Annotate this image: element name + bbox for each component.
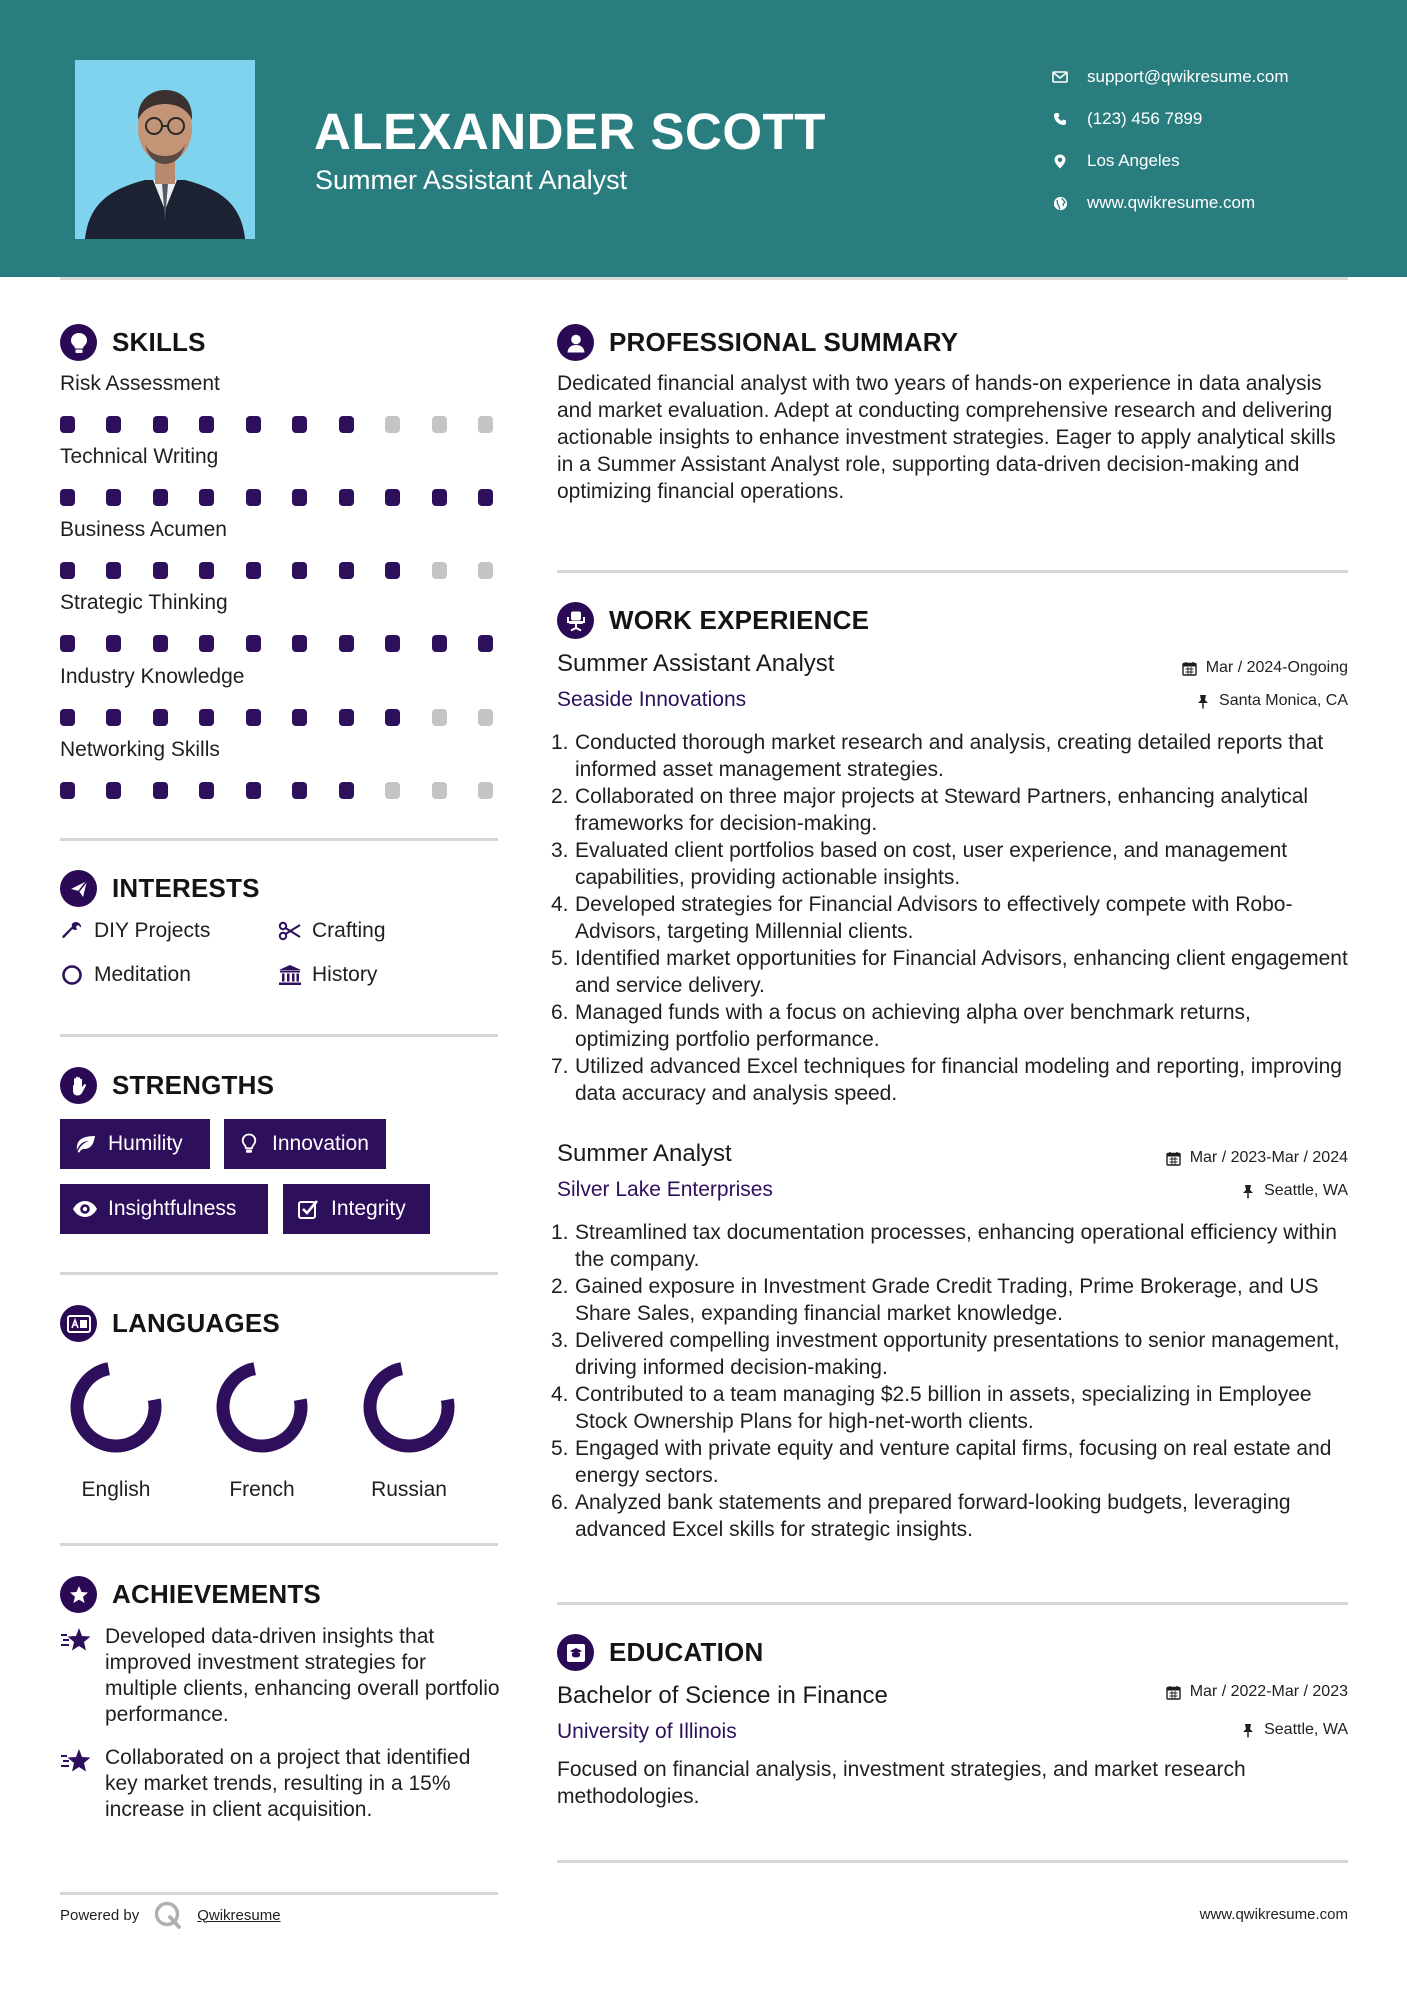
language-progress-ring: [213, 1358, 311, 1456]
skill-dot-filled: [60, 709, 75, 726]
pushpin-icon: [1240, 1722, 1256, 1738]
phone-icon: [1050, 109, 1070, 129]
skill-dot-filled: [199, 782, 214, 799]
lightbulb-icon: [60, 324, 97, 361]
experience-title: WORK EXPERIENCE: [609, 605, 870, 635]
skill-dot-filled: [153, 416, 168, 433]
skill-dot-filled: [339, 416, 354, 433]
language-name: Russian: [371, 1478, 447, 1501]
section-divider: [557, 570, 1348, 573]
star-badge-icon: [60, 1576, 97, 1613]
section-divider: [60, 1543, 498, 1546]
job-date: [1166, 1149, 1348, 1167]
lightbulb-icon: [236, 1131, 262, 1157]
skill-dot-filled: [292, 635, 307, 652]
strength-text: Integrity: [331, 1197, 406, 1220]
education-date-text: Mar / 2022-Mar / 2023: [1189, 1683, 1348, 1700]
achievement-item: [60, 1624, 500, 1728]
contact-list: [1050, 56, 1390, 224]
skill-dot-empty: [478, 416, 493, 433]
skill-dot-empty: [432, 562, 447, 579]
powered-by-label: Powered by: [60, 1906, 140, 1924]
skill-dot-filled: [153, 782, 168, 799]
skill-dot-filled: [246, 635, 261, 652]
skill-dot-empty: [432, 416, 447, 433]
candidate-name: ALEXANDER SCOTT: [314, 103, 826, 160]
skill-dot-empty: [478, 562, 493, 579]
skill-dot-filled: [106, 416, 121, 433]
skill-dot-filled: [106, 562, 121, 579]
skill-dot-empty: [478, 709, 493, 726]
job-company: Silver Lake Enterprises: [557, 1178, 773, 1201]
skill-dot-filled: [153, 562, 168, 579]
footer-powered-by: [60, 1900, 281, 1930]
skill-item: [60, 738, 500, 802]
summary-text: Dedicated financial analyst with two years of hands-on experience in data analysis and market evaluation. Adept at conducting comprehensive research and delivering actionable insights to enhance investment strategies. Eager to apply analytical skills in a Summer Assistant Analyst role, supporting data-driven decision-making and optimizing financial operations.: [557, 372, 1336, 503]
museum-icon: [278, 963, 302, 987]
language-item: [192, 1358, 332, 1502]
section-divider: [60, 1272, 498, 1275]
skill-dot-empty: [385, 782, 400, 799]
job-bullet: 1. Streamlined tax documentation processes, enhancing operational efficiency within the company.: [551, 1221, 1337, 1271]
education-location-text: Seattle, WA: [1264, 1721, 1348, 1738]
skill-dot-filled: [339, 635, 354, 652]
education-description: Focused on financial analysis, investment strategies, and market research methodologies.: [557, 1758, 1246, 1808]
achievements-heading: [60, 1576, 321, 1613]
skill-dot-empty: [385, 416, 400, 433]
job-bullet: 5. Engaged with private equity and venture capital firms, focusing on real estate and energy sectors.: [551, 1437, 1332, 1487]
skill-dot-filled: [292, 489, 307, 506]
job-date-text: Mar / 2024-Ongoing: [1205, 659, 1348, 676]
skill-dot-filled: [339, 709, 354, 726]
footer-url[interactable]: www.qwikresume.com: [1199, 1906, 1348, 1923]
languages-heading: [60, 1305, 280, 1342]
skill-dot-filled: [432, 635, 447, 652]
skill-dot-filled: [385, 489, 400, 506]
language-card-icon: [60, 1305, 97, 1342]
skill-dot-empty: [478, 782, 493, 799]
skill-dot-filled: [60, 416, 75, 433]
strength-text: Innovation: [272, 1132, 369, 1155]
contact-website-text: www.qwikresume.com: [1087, 193, 1256, 212]
skills-title: SKILLS: [112, 327, 206, 357]
job-bullet: 4. Contributed to a team managing $2.5 billion in assets, specializing in Employee Stock Ownership Plans for high-net-worth clients.: [551, 1383, 1312, 1433]
contact-email-text: support@qwikresume.com: [1087, 67, 1289, 86]
skills-heading: [60, 324, 206, 361]
strength-text: Humility: [108, 1132, 183, 1155]
job-location-text: Santa Monica, CA: [1219, 692, 1348, 709]
strengths-title: STRENGTHS: [112, 1070, 275, 1100]
skill-name: Technical Writing: [60, 445, 219, 468]
job-bullet: 2. Gained exposure in Investment Grade Credit Trading, Prime Brokerage, and US Share Sales, expanding financial market knowledge.: [551, 1275, 1319, 1325]
skill-name: Business Acumen: [60, 518, 227, 541]
job-bullet: 3. Evaluated client portfolios based on cost, user experience, and management capabilities, providing actionable insights.: [551, 839, 1288, 889]
interest-item: [278, 919, 386, 943]
skill-dot-filled: [292, 562, 307, 579]
chair-icon: [557, 602, 594, 639]
pushpin-icon: [1195, 693, 1211, 709]
contact-location-text: Los Angeles: [1087, 151, 1180, 170]
skill-dot-filled: [106, 782, 121, 799]
skill-rating: [60, 562, 500, 582]
job-bullet: 6. Managed funds with a focus on achieving alpha over benchmark returns, optimizing portfolio performance.: [551, 1001, 1251, 1051]
strength-badge: [283, 1184, 430, 1234]
interest-text: History: [312, 963, 378, 986]
skill-name: Strategic Thinking: [60, 591, 228, 614]
section-divider: [557, 1860, 1348, 1863]
skill-rating: [60, 782, 500, 802]
skill-rating: [60, 416, 500, 436]
language-progress-ring: [360, 1358, 458, 1456]
job-bullet: 5. Identified market opportunities for Financial Advisors, enhancing client engagement and service delivery.: [551, 947, 1348, 997]
skill-dot-filled: [60, 562, 75, 579]
job-bullet: 7. Utilized advanced Excel techniques for financial modeling and reporting, improving data accuracy and analysis speed.: [551, 1055, 1342, 1105]
skill-item: [60, 445, 500, 509]
skill-dot-filled: [106, 489, 121, 506]
language-item: [46, 1358, 186, 1502]
skill-dot-filled: [246, 562, 261, 579]
section-divider: [557, 1602, 1348, 1605]
skill-dot-filled: [246, 709, 261, 726]
graduate-icon: [557, 1634, 594, 1671]
check-square-icon: [295, 1196, 321, 1222]
job-location-text: Seattle, WA: [1264, 1182, 1348, 1199]
skill-dot-filled: [60, 489, 75, 506]
scissors-icon: [278, 919, 302, 943]
job-bullet: 1. Conducted thorough market research and analysis, creating detailed reports that informed asset management strategies.: [551, 731, 1324, 781]
skill-item: [60, 591, 500, 655]
strength-text: Insightfulness: [108, 1197, 237, 1220]
skill-dot-filled: [292, 782, 307, 799]
job-bullets: [551, 1219, 1349, 1543]
achievement-item: [60, 1745, 500, 1823]
skill-dot-filled: [199, 489, 214, 506]
calendar-icon: [1166, 1684, 1182, 1700]
skill-dot-filled: [478, 489, 493, 506]
skill-dot-filled: [339, 562, 354, 579]
leaf-icon: [72, 1131, 98, 1157]
skill-name: Industry Knowledge: [60, 665, 245, 688]
interest-item: [60, 919, 210, 943]
section-divider: [60, 838, 498, 841]
skill-rating: [60, 489, 500, 509]
skill-dot-filled: [106, 709, 121, 726]
skill-dot-empty: [432, 782, 447, 799]
skill-rating: [60, 709, 500, 729]
language-name: French: [229, 1478, 295, 1501]
interest-text: Crafting: [312, 919, 386, 942]
education-degree: Bachelor of Science in Finance: [557, 1682, 888, 1709]
strength-badge: [224, 1119, 386, 1169]
education-location: [1240, 1721, 1348, 1739]
skill-dot-filled: [385, 562, 400, 579]
header-divider: [60, 277, 1348, 280]
skill-dot-filled: [106, 635, 121, 652]
interest-item: [60, 963, 191, 987]
job-bullet: 4. Developed strategies for Financial Advisors to effectively compete with Robo-Advisors, targeting Millennial clients.: [551, 893, 1293, 943]
eye-icon: [72, 1196, 98, 1222]
skill-dot-filled: [385, 635, 400, 652]
skill-item: [60, 518, 500, 582]
star-icon: [60, 1626, 92, 1656]
skill-dot-filled: [199, 709, 214, 726]
map-pin-icon: [1050, 151, 1070, 171]
circle-icon: [60, 963, 84, 987]
language-item: [339, 1358, 479, 1502]
interests-title: INTERESTS: [112, 873, 260, 903]
skill-dot-filled: [246, 489, 261, 506]
job-title: Summer Assistant Analyst: [557, 650, 835, 677]
job-date-text: Mar / 2023-Mar / 2024: [1189, 1149, 1348, 1166]
contact-phone[interactable]: [1050, 98, 1390, 140]
calendar-icon: [1182, 660, 1198, 676]
summary-title: PROFESSIONAL SUMMARY: [609, 327, 959, 357]
interest-text: DIY Projects: [94, 919, 211, 942]
experience-heading: [557, 602, 869, 639]
resume-header: [0, 0, 1407, 277]
qwikresume-logo-icon: [153, 1900, 183, 1930]
interest-text: Meditation: [94, 963, 191, 986]
job-bullets: [551, 729, 1349, 1107]
user-icon: [557, 324, 594, 361]
skill-dot-filled: [153, 489, 168, 506]
skill-dot-filled: [153, 709, 168, 726]
education-school: University of Illinois: [557, 1720, 737, 1743]
hand-icon: [60, 1067, 97, 1104]
contact-email[interactable]: [1050, 56, 1390, 98]
contact-location: [1050, 140, 1390, 182]
job-location: [1195, 692, 1348, 710]
skill-dot-filled: [432, 489, 447, 506]
wrench-icon: [60, 919, 84, 943]
skill-dot-filled: [199, 562, 214, 579]
achievement-text: Developed data-driven insights that improved investment strategies for multiple clients, enhancing overall portfolio performance.: [105, 1625, 500, 1726]
education-title: EDUCATION: [609, 1637, 764, 1667]
skill-name: Networking Skills: [60, 738, 220, 761]
strength-badge: [60, 1119, 210, 1169]
qwikresume-link[interactable]: Qwikresume: [197, 1906, 281, 1924]
skill-name: Risk Assessment: [60, 372, 220, 395]
strength-badge: [60, 1184, 268, 1234]
globe-icon: [1050, 193, 1070, 213]
pushpin-icon: [1240, 1183, 1256, 1199]
skill-dot-filled: [292, 709, 307, 726]
achievement-text: Collaborated on a project that identified key market trends, resulting in a 15% increase in client acquisition.: [105, 1746, 471, 1821]
achievements-title: ACHIEVEMENTS: [112, 1579, 321, 1609]
calendar-icon: [1166, 1150, 1182, 1166]
interests-heading: [60, 870, 260, 907]
contact-website[interactable]: [1050, 182, 1390, 224]
strengths-heading: [60, 1067, 274, 1104]
job-company: Seaside Innovations: [557, 688, 747, 711]
envelope-icon: [1050, 67, 1070, 87]
section-divider: [60, 1034, 498, 1037]
skill-dot-filled: [60, 635, 75, 652]
languages-title: LANGUAGES: [112, 1308, 280, 1338]
skill-dot-filled: [199, 416, 214, 433]
education-date: [1166, 1683, 1348, 1701]
section-divider: [60, 1892, 498, 1895]
skill-dot-filled: [199, 635, 214, 652]
summary-heading: [557, 324, 958, 361]
job-location: [1240, 1182, 1348, 1200]
language-progress-ring: [67, 1358, 165, 1456]
star-icon: [60, 1747, 92, 1777]
job-bullet: 6. Analyzed bank statements and prepared forward-looking budgets, leveraging advanced Excel skills for strategic insights.: [551, 1491, 1291, 1541]
skill-dot-filled: [385, 709, 400, 726]
skill-dot-filled: [478, 635, 493, 652]
skill-dot-empty: [432, 709, 447, 726]
language-name: English: [81, 1478, 151, 1501]
skill-dot-filled: [339, 782, 354, 799]
skill-dot-filled: [60, 782, 75, 799]
skill-dot-filled: [292, 416, 307, 433]
profile-photo: [75, 60, 255, 239]
skill-dot-filled: [339, 489, 354, 506]
skill-dot-filled: [153, 635, 168, 652]
job-title: Summer Analyst: [557, 1140, 732, 1167]
skill-item: [60, 372, 500, 436]
interest-item: [278, 963, 377, 987]
skill-dot-filled: [246, 416, 261, 433]
contact-phone-text: (123) 456 7899: [1087, 109, 1203, 128]
paper-plane-icon: [60, 870, 97, 907]
education-heading: [557, 1634, 763, 1671]
job-bullet: 3. Delivered compelling investment opportunity presentations to senior management, driving informed decision-making.: [551, 1329, 1340, 1379]
candidate-title: Summer Assistant Analyst: [315, 165, 628, 195]
skill-item: [60, 665, 500, 729]
skill-dot-filled: [246, 782, 261, 799]
job-bullet: 2. Collaborated on three major projects at Steward Partners, enhancing analytical frameworks for decision-making.: [551, 785, 1309, 835]
skill-rating: [60, 635, 500, 655]
job-date: [1182, 659, 1348, 677]
